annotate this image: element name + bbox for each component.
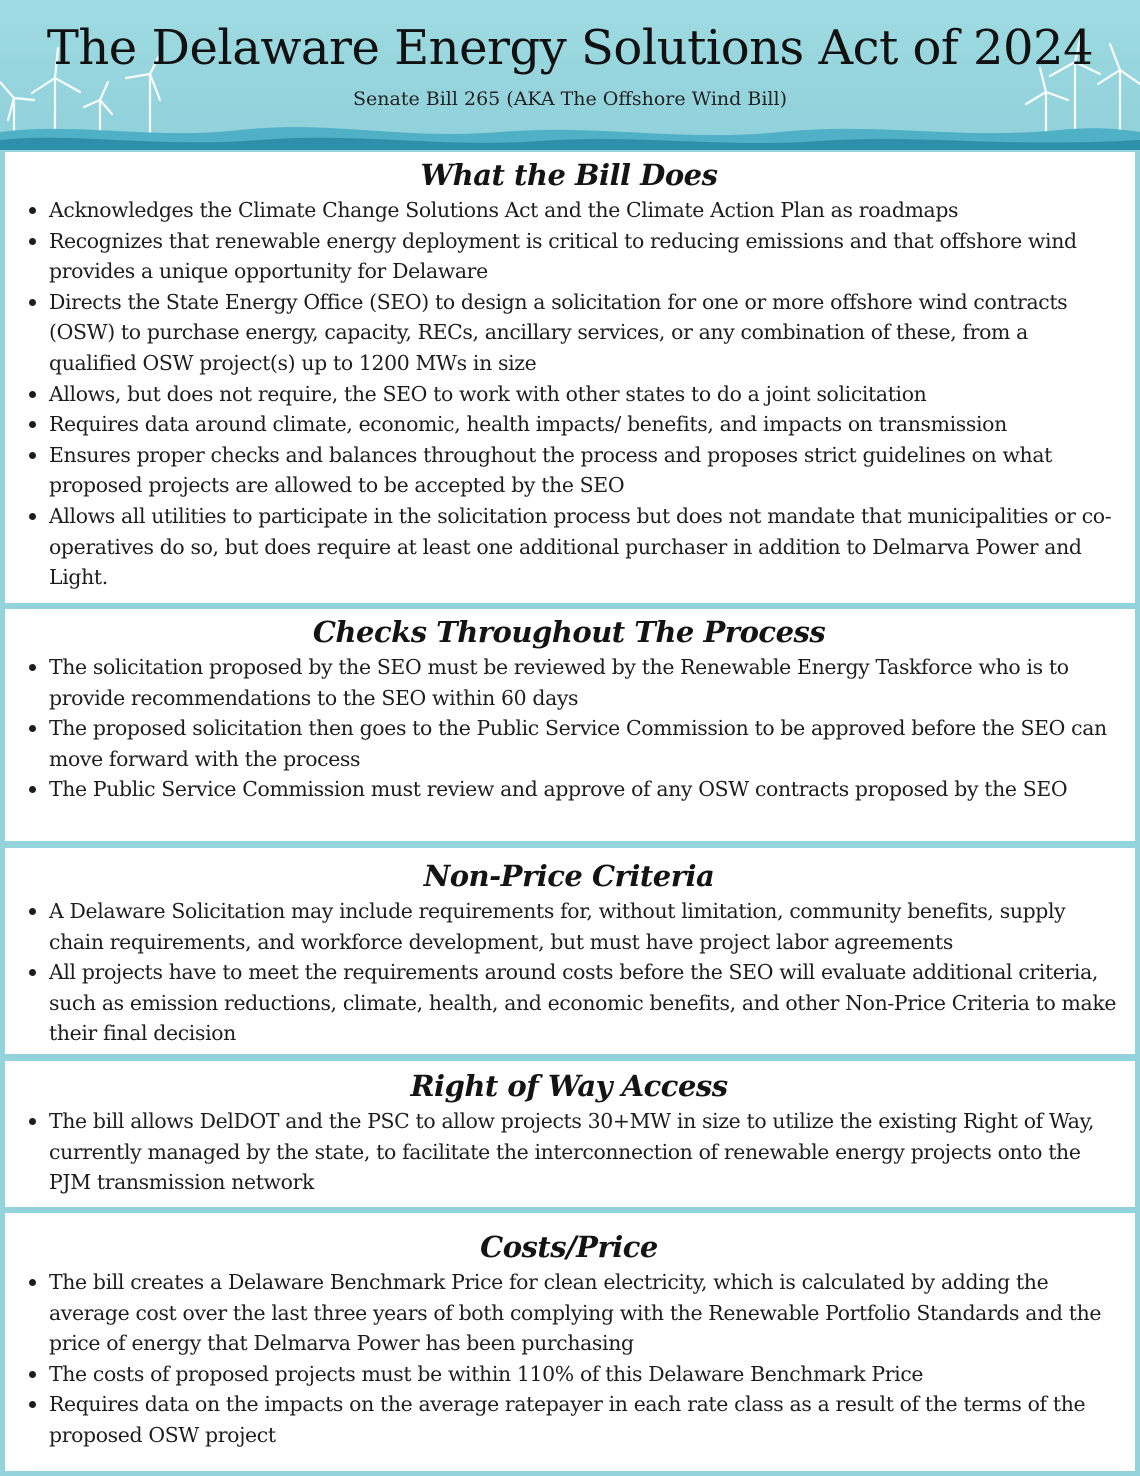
list-item: The proposed solicitation then goes to the Public Service Commission to be approved before the SEO can move forward with the process [21,713,1117,774]
list-item: Allows all utilities to participate in the solicitation process but does not mandate that municipalities or co-operatives do so, but does require at least one additional purchaser in addition to Delmarva Power and Light. [21,501,1117,593]
list-item: The bill creates a Delaware Benchmark Price for clean electricity, which is calculated by adding the average cost over the last three years of both complying with the Renewable Portfolio Standards and the price of energy that Delmarva Power has been purchasing [21,1267,1117,1359]
section-heading: What the Bill Does [420,158,718,192]
section-non-price-criteria [5,848,1135,1054]
bullet-list [21,1106,1117,1198]
page-title: The Delaware Energy Solutions Act of 2024 [46,20,1094,76]
list-item: Requires data on the impacts on the average ratepayer in each rate class as a result of the terms of the proposed OSW project [21,1389,1117,1450]
list-item: The bill allows DelDOT and the PSC to allow projects 30+MW in size to utilize the existing Right of Way, currently managed by the state, to facilitate the interconnection of renewable energy projects onto the PJM transmission network [21,1106,1117,1198]
bullet-list [21,896,1117,1049]
section-heading: Costs/Price [480,1230,658,1264]
section-heading: Right of Way Access [410,1069,728,1103]
section-costs-price [5,1213,1135,1471]
header-banner [0,0,1140,150]
list-item: The Public Service Commission must review and approve of any OSW contracts proposed by the SEO [21,774,1117,805]
list-item: Acknowledges the Climate Change Solutions Act and the Climate Action Plan as roadmaps [21,195,1117,226]
list-item: Allows, but does not require, the SEO to work with other states to do a joint solicitation [21,379,1117,410]
list-item: Directs the State Energy Office (SEO) to design a solicitation for one or more offshore wind contracts (OSW) to purchase energy, capacity, RECs, ancillary services, or any combination of these, from a qualified OSW project(s) up to 1200 MWs in size [21,287,1117,379]
section-what-the-bill-does [5,152,1135,603]
bullet-list [21,1267,1117,1451]
list-item: Recognizes that renewable energy deployment is critical to reducing emissions and that offshore wind provides a unique opportunity for Delaware [21,226,1117,287]
list-item: Requires data around climate, economic, health impacts/ benefits, and impacts on transmission [21,409,1117,440]
list-item: The solicitation proposed by the SEO must be reviewed by the Renewable Energy Taskforce who is to provide recommendations to the SEO within 60 days [21,652,1117,713]
page-subtitle: Senate Bill 265 (AKA The Offshore Wind Bill) [353,88,787,110]
bullet-list [21,652,1117,805]
section-heading: Non-Price Criteria [423,859,715,893]
section-checks-throughout-the-process [5,609,1135,841]
section-right-of-way-access [5,1061,1135,1207]
bullet-list [21,195,1117,593]
list-item: Ensures proper checks and balances throughout the process and proposes strict guidelines on what proposed projects are allowed to be accepted by the SEO [21,440,1117,501]
list-item: A Delaware Solicitation may include requirements for, without limitation, community benefits, supply chain requirements, and workforce development, but must have project labor agreements [21,896,1117,957]
list-item: The costs of proposed projects must be within 110% of this Delaware Benchmark Price [21,1359,1117,1390]
list-item: All projects have to meet the requirements around costs before the SEO will evaluate additional criteria, such as emission reductions, climate, health, and economic benefits, and other Non-Price Criteria to make their final decision [21,957,1117,1049]
section-heading: Checks Throughout The Process [312,615,826,649]
